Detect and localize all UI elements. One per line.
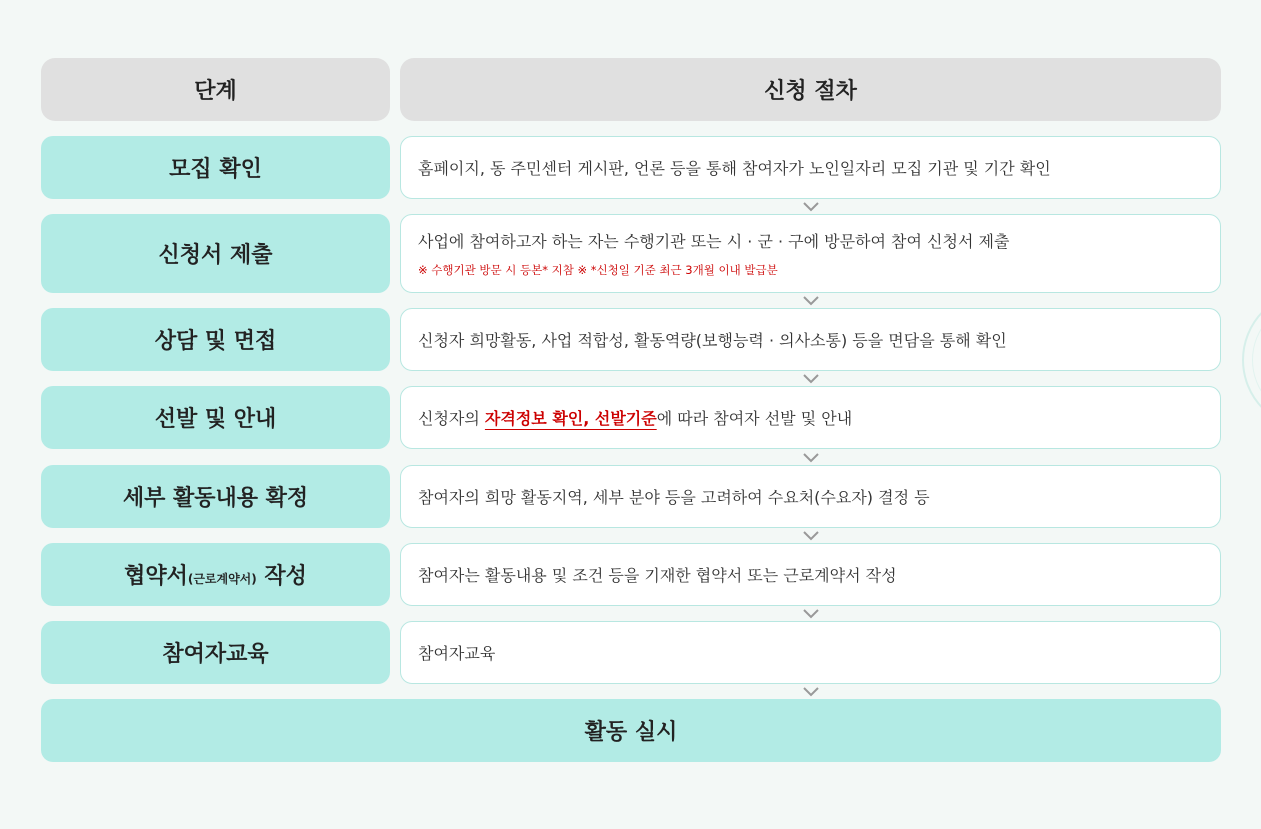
header-procedure-label: 신청 절차 <box>764 79 857 104</box>
procedure-selection-notice <box>400 386 1221 449</box>
procedure-text <box>418 406 1220 429</box>
chevron-down-icon <box>802 686 820 698</box>
step-activity-confirm <box>41 465 390 528</box>
procedure-note: ※ 수행기관 방문 시 등본* 지참 ※ *신청일 기준 최근 3개월 이내 발급분 <box>418 263 778 277</box>
chevron-down-icon <box>802 530 820 542</box>
procedure-text: 참여자교육 <box>418 644 496 663</box>
chevron-down-icon <box>802 608 820 620</box>
chevron-down-icon <box>802 452 820 464</box>
procedure-text: 홈페이지, 동 주민센터 게시판, 언론 등을 통해 참여자가 노인일자리 모집 기관 및 기간 확인 <box>418 159 1051 178</box>
procedure-text-prefix: 신청자의 <box>418 409 485 428</box>
procedure-activity-confirm <box>400 465 1221 528</box>
procedure-agreement-write <box>400 543 1221 606</box>
step-label: 모집 확인 <box>169 157 262 182</box>
step-application-submit <box>41 214 390 293</box>
step-label-sub: (근로계약서) <box>187 572 257 586</box>
procedure-text: 참여자의 희망 활동지역, 세부 분야 등을 고려하여 수요처(수요자) 결정 등 <box>418 488 930 507</box>
procedure-text: 참여자는 활동내용 및 조건 등을 기재한 협약서 또는 근로계약서 작성 <box>418 566 897 585</box>
selection-criteria-highlight: 자격정보 확인, 선발기준 <box>484 409 657 428</box>
procedure-participant-education <box>400 621 1221 684</box>
header-procedure <box>400 58 1221 121</box>
header-step-label: 단계 <box>194 79 237 104</box>
step-label: 참여자교육 <box>162 642 269 667</box>
chevron-down-icon <box>802 373 820 385</box>
step-consult-interview <box>41 308 390 371</box>
step-label-end: 작성 <box>256 564 307 589</box>
step-participant-education <box>41 621 390 684</box>
procedure-text: 사업에 참여하고자 하는 자는 수행기관 또는 시 · 군 · 구에 방문하여 참여 신청서 제출 <box>418 232 1010 251</box>
procedure-application-submit <box>400 214 1221 293</box>
chevron-down-icon <box>802 295 820 307</box>
procedure-text-suffix: 에 따라 참여자 선발 및 안내 <box>656 409 853 428</box>
procedure-text: 신청자 희망활동, 사업 적합성, 활동역량(보행능력 · 의사소통) 등을 면담을 통해 확인 <box>418 331 1007 350</box>
chevron-down-icon <box>802 201 820 213</box>
header-step <box>41 58 390 121</box>
final-step-activity-start <box>41 699 1221 762</box>
step-label <box>124 559 307 590</box>
step-label: 선발 및 안내 <box>154 407 277 432</box>
step-label: 세부 활동내용 확정 <box>122 486 309 511</box>
procedure-recruitment-check <box>400 136 1221 199</box>
step-label: 신청서 제출 <box>158 243 273 268</box>
step-agreement-write <box>41 543 390 606</box>
step-label: 상담 및 면접 <box>154 329 277 354</box>
step-selection-notice <box>41 386 390 449</box>
final-step-label: 활동 실시 <box>584 720 678 745</box>
procedure-consult-interview <box>400 308 1221 371</box>
step-recruitment-check <box>41 136 390 199</box>
step-label-main: 협약서 <box>124 564 188 589</box>
